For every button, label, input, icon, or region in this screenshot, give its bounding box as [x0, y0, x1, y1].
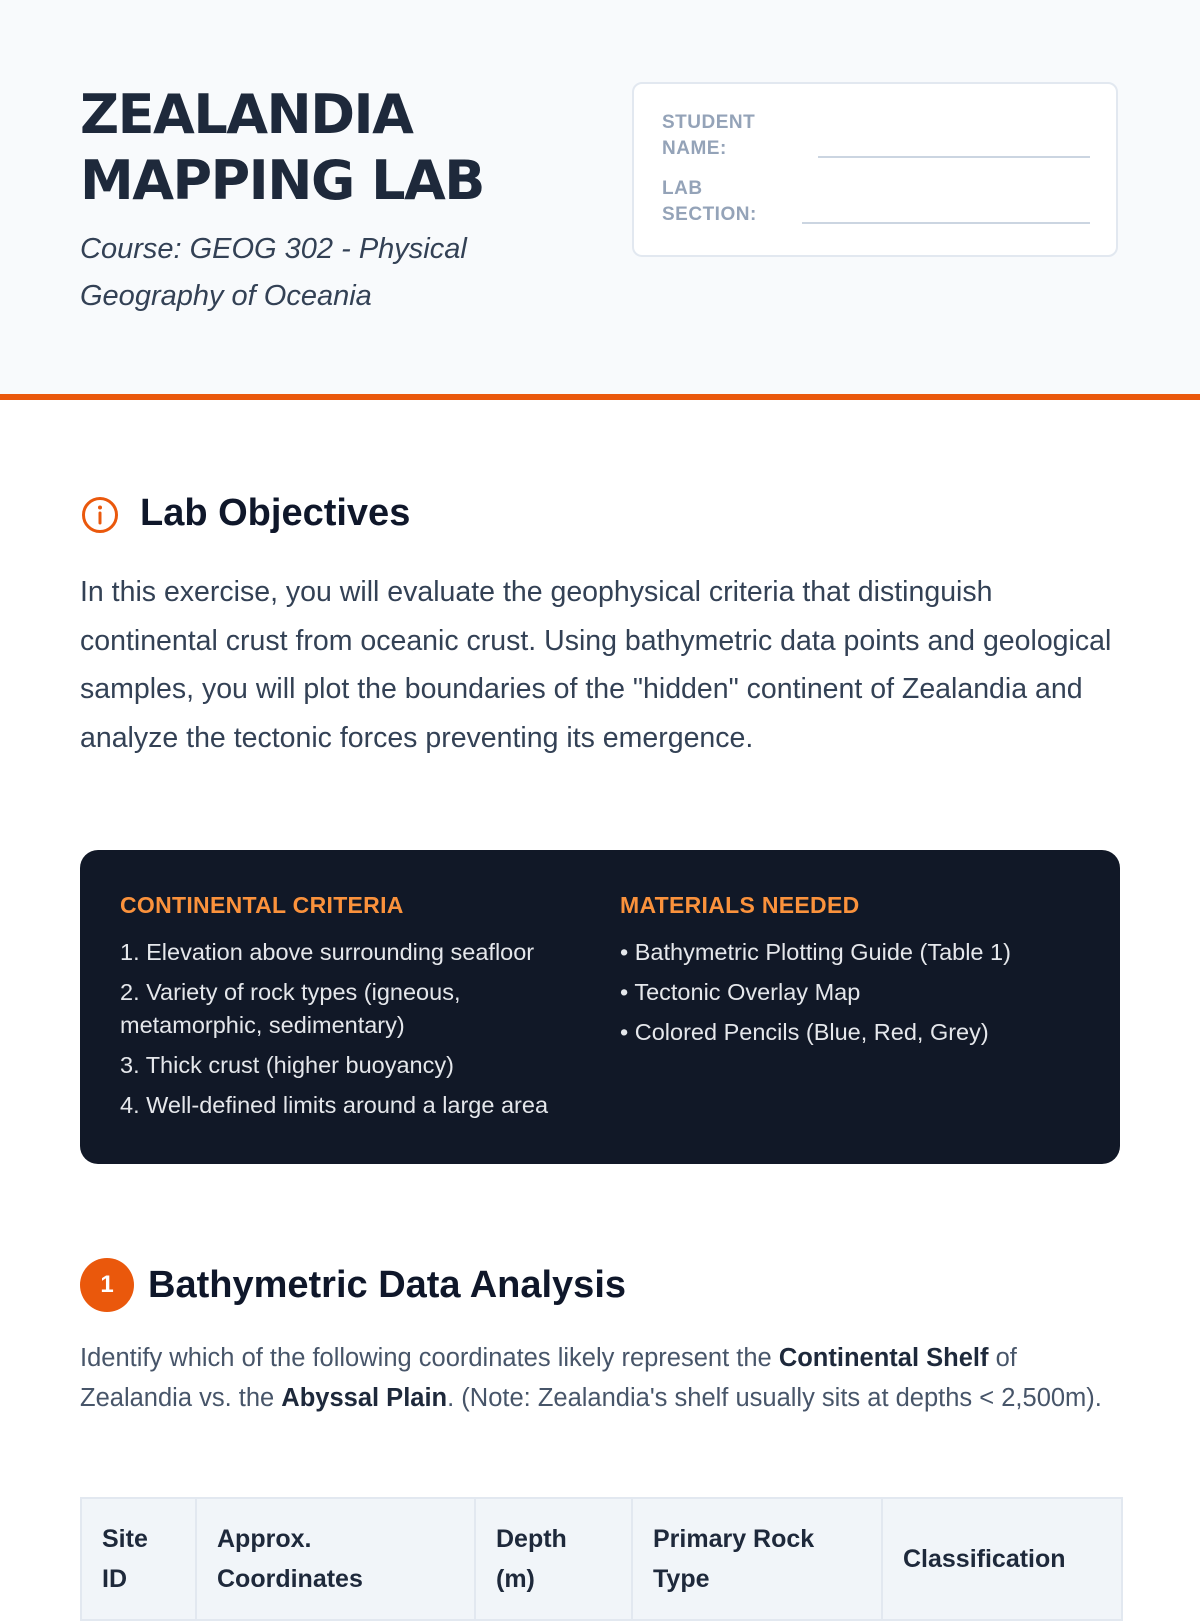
- criteria-item: 4. Well-defined limits around a large area: [120, 1092, 549, 1118]
- bathymetric-data-table: [80, 1497, 1123, 1621]
- criteria-item: 2. Variety of rock types (igneous, metamorphic, sedimentary): [120, 979, 461, 1038]
- intro-text-1: Identify which of the following coordinates likely represent the: [80, 1344, 779, 1372]
- objectives-text: In this exercise, you will evaluate the geophysical criteria that distinguish continental crust from oceanic crust. Using bathymetric data points and geological samples, you will plot the boundaries of the "hidden" continent of Zealandia and analyze the tectonic forces preventing its emergence.: [80, 576, 1112, 754]
- page-title: [80, 82, 580, 214]
- title-line-2: MAPPING LAB: [80, 149, 484, 212]
- criteria-item: 1. Elevation above surrounding seafloor: [120, 939, 535, 965]
- criteria-list: [120, 936, 590, 1129]
- materials-heading: MATERIALS NEEDED: [620, 892, 860, 918]
- page-header: [0, 0, 1200, 400]
- table-header-row: [81, 1498, 1122, 1620]
- objectives-title: Lab Objectives: [140, 492, 411, 534]
- intro-bold-1: Continental Shelf: [778, 1344, 989, 1372]
- column-header-classification: Classification: [882, 1498, 1122, 1620]
- student-name-label: STUDENT NAME:: [662, 112, 756, 159]
- title-line-1: ZEALANDIA: [80, 83, 413, 146]
- column-header-depth: Depth (m): [475, 1498, 632, 1620]
- info-icon: [80, 495, 120, 535]
- criteria-heading: CONTINENTAL CRITERIA: [120, 892, 404, 918]
- student-name-field[interactable]: [818, 156, 1090, 158]
- step-number-badge: 1: [80, 1258, 134, 1312]
- materials-item: • Tectonic Overlay Map: [620, 979, 861, 1005]
- intro-text-3: . (Note: Zealandia's shelf usually sits at depths < 2,500m).: [447, 1384, 1102, 1412]
- materials-item: • Bathymetric Plotting Guide (Table 1): [620, 939, 1011, 965]
- intro-bold-2: Abyssal Plain: [281, 1384, 448, 1412]
- materials-list: [620, 936, 1100, 1056]
- column-header-site-id: Site ID: [81, 1498, 196, 1620]
- lab-section-field[interactable]: [802, 222, 1090, 224]
- bathymetric-instructions: [80, 1338, 1125, 1418]
- bathymetric-title: Bathymetric Data Analysis: [148, 1264, 627, 1306]
- column-header-coordinates: Approx. Coordinates: [196, 1498, 475, 1620]
- criteria-item: 3. Thick crust (higher buoyancy): [120, 1052, 454, 1078]
- criteria-materials-panel: [80, 850, 1120, 1164]
- student-info-card: [632, 82, 1118, 257]
- lab-section-label: LAB SECTION:: [662, 178, 757, 225]
- materials-item: • Colored Pencils (Blue, Red, Grey): [620, 1019, 989, 1045]
- intro-text-2: of Zealandia vs. the: [80, 1344, 1017, 1412]
- column-header-rock-type: Primary Rock Type: [632, 1498, 882, 1620]
- course-subtitle: Course: GEOG 302 - Physical Geography of Oceania: [80, 233, 467, 312]
